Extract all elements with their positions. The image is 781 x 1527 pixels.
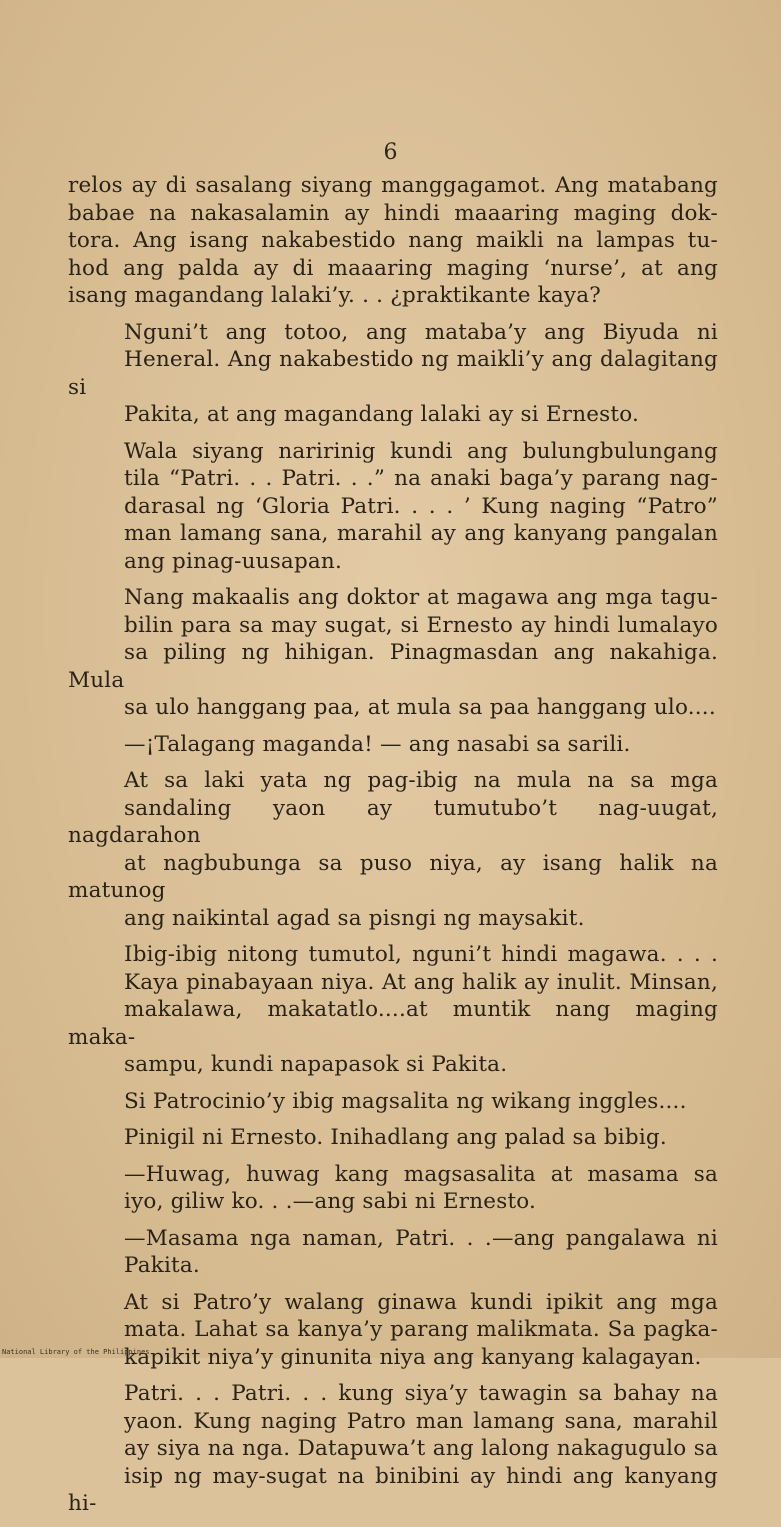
text-line: —¡Talagang maganda! — ang nasabi sa sarili.	[124, 731, 631, 757]
text-line: ay siya na nga. Datapuwa’t ang lalong nakagugulo sa	[124, 1436, 718, 1461]
paragraph	[68, 172, 718, 310]
page-number: 6	[383, 140, 398, 165]
library-credit: National Library of the Philippines	[2, 1348, 150, 1356]
text-line: isip ng may-sugat na binibini ay hindi ang kanyang hi-	[68, 1463, 718, 1516]
paragraph	[68, 941, 718, 1079]
text-line: sa ulo hanggang paa, at mula sa paa hanggang ulo....	[124, 695, 716, 720]
paragraph	[68, 438, 718, 576]
text-line: Kaya pinabayaan niya. At ang halik ay inulit. Minsan,	[124, 969, 718, 995]
text-line: babae na nakasalamin ay hindi maaaring maging dok-	[68, 200, 718, 226]
text-line: Wala siyang naririnig kundi ang bulungbulungang	[124, 438, 718, 464]
paragraph	[68, 319, 718, 429]
text-line: isang magandang lalaki’y. . . ¿praktikante kaya?	[68, 283, 602, 308]
text-line: sandaling yaon ay tumutubo’t nag-uugat, nagdarahon	[68, 795, 718, 848]
text-line: bilin para sa may sugat, si Ernesto ay hindi lumalayo	[124, 612, 718, 638]
text-line: Nguni’t ang totoo, ang mataba’y ang Biyuda ni	[124, 319, 718, 345]
text-line: Pakita.	[124, 1253, 200, 1278]
text-line: Heneral. Ang nakabestido ng maikli’y ang dalagitang si	[68, 347, 718, 400]
paragraph	[68, 1225, 718, 1280]
text-line: darasal ng ‘Gloria Patri. . . . ’ Kung naging “Patro”	[124, 493, 718, 519]
text-line: At si Patro’y walang ginawa kundi ipikit ang mga	[124, 1289, 718, 1315]
text-line: ang pinag-uusapan.	[124, 548, 343, 574]
paragraph	[68, 767, 718, 932]
body-text	[68, 172, 718, 1527]
text-line: Pakita, at ang magandang lalaki ay si Ernesto.	[124, 402, 640, 427]
paragraph	[68, 731, 718, 759]
paragraph	[68, 1289, 718, 1372]
text-line: —Huwag, huwag kang magsasalita at masama sa	[124, 1161, 718, 1187]
text-line: Nang makaalis ang doktor at magawa ang mga tagu-	[124, 585, 718, 610]
text-line: sa piling ng hihigan. Pinagmasdan ang nakahiga. Mula	[68, 640, 718, 693]
text-line: man lamang sana, marahil ay ang kanyang pangalan	[124, 521, 718, 546]
text-line: Patri. . . Patri. . . kung siya’y tawagin sa bahay na	[124, 1381, 718, 1406]
paragraph	[68, 1161, 718, 1216]
text-line: At sa laki yata ng pag-ibig na mula na sa mga	[124, 768, 718, 793]
text-line: relos ay di sasalang siyang manggagamot. Ang matabang	[68, 173, 718, 198]
text-line: mata. Lahat sa kanya’y parang malikmata. Sa pagka-	[124, 1317, 718, 1342]
text-line: —Masama nga naman, Patri. . .—ang pangalawa ni	[124, 1225, 718, 1251]
paragraph	[68, 1088, 718, 1116]
paragraph	[68, 1380, 718, 1518]
paragraph	[68, 1124, 718, 1152]
text-line: Si Patrocinio’y ibig magsalita ng wikang inggles....	[124, 1088, 687, 1114]
text-line: makalawa, makatatlo....at muntik nang maging maka-	[68, 997, 718, 1050]
text-line: Ibig-ibig nitong tumutol, nguni’t hindi magawa. . . .	[124, 942, 718, 967]
paragraph	[68, 584, 718, 722]
text-line: Pinigil ni Ernesto. Inihadlang ang palad sa bibig.	[124, 1125, 667, 1150]
text-line: yaon. Kung naging Patro man lamang sana, marahil	[124, 1408, 718, 1434]
text-line: kapikit niya’y ginunita niya ang kanyang kalagayan.	[124, 1344, 702, 1370]
text-line: ang naikintal agad sa pisngi ng maysakit.	[124, 905, 585, 931]
text-line: at nagbubunga sa puso niya, ay isang halik na matunog	[68, 850, 718, 903]
text-line: hod ang palda ay di maaaring maging ‘nurse’, at ang	[68, 255, 718, 281]
text-line: tila “Patri. . . Patri. . .” na anaki baga’y parang nag-	[124, 466, 718, 491]
text-line: sampu, kundi napapasok si Pakita.	[124, 1052, 508, 1077]
text-line: tora. Ang isang nakabestido nang maikli na lampas tu-	[68, 228, 718, 253]
text-line: iyo, giliw ko. . .—ang sabi ni Ernesto.	[124, 1189, 537, 1214]
